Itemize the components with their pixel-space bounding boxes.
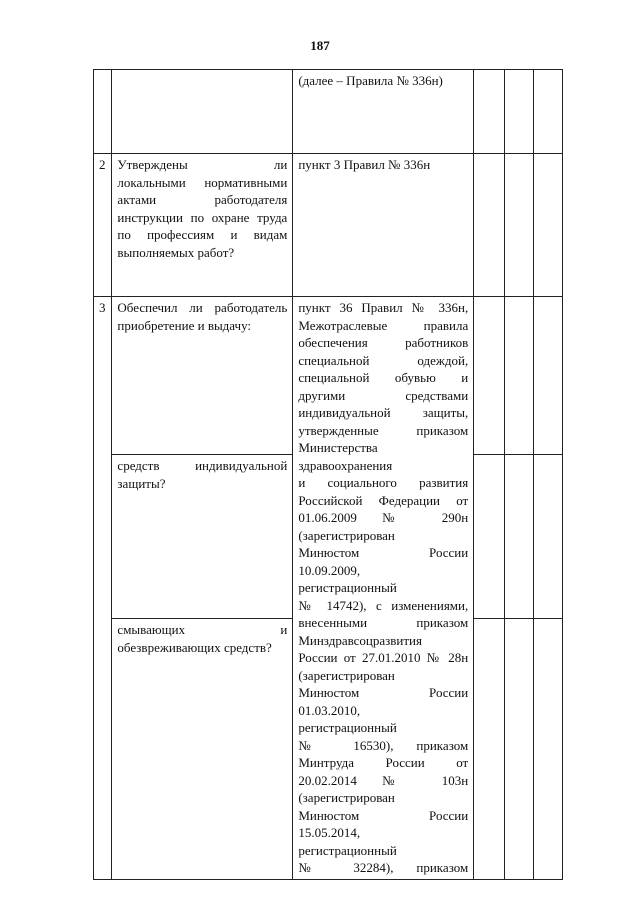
- answer-yes-cell: [474, 70, 505, 154]
- question-cell: [112, 455, 293, 619]
- reference-line: № 32284), приказом: [298, 860, 469, 875]
- reference-line: 15.05.2014,: [298, 825, 361, 840]
- answer-yes-cell: [474, 455, 505, 619]
- reference-line: Межотраслевые правила: [298, 317, 469, 333]
- reference-cell: (далее – Правила № 336н): [293, 70, 474, 154]
- answer-no-cell: [505, 70, 534, 154]
- reference-line: регистрационный: [298, 842, 397, 858]
- notes-cell: [534, 70, 563, 154]
- reference-line: индивидуальной защиты,: [298, 405, 469, 420]
- reference-line: Минтруда России от: [298, 755, 469, 770]
- reference-line: специальной одеждой,: [298, 352, 469, 368]
- answer-yes-cell: [474, 297, 505, 455]
- reference-line: Минюстом России: [298, 807, 469, 823]
- reference-line: 01.03.2010,: [298, 702, 361, 718]
- row-number-cell: 3: [94, 297, 112, 880]
- notes-cell: [534, 297, 563, 455]
- page-number: 187: [310, 38, 330, 53]
- table-row-3: [94, 297, 563, 455]
- reference-line: другими средствами: [298, 387, 469, 403]
- table-row-2: [94, 154, 563, 297]
- notes-cell: [534, 619, 563, 880]
- answer-yes-cell: [474, 619, 505, 880]
- reference-line: Минздравсоцразвития: [298, 632, 422, 648]
- answer-no-cell: [505, 154, 534, 297]
- question-line: Обеспечил ли работодатель: [117, 300, 288, 315]
- question-line: инструкции по охране труда: [117, 209, 288, 225]
- reference-line: регистрационный: [298, 720, 397, 735]
- answer-no-cell: [505, 619, 534, 880]
- reference-cell: [293, 297, 474, 880]
- answer-no-cell: [505, 455, 534, 619]
- question-line: выполняемых работ?: [117, 244, 235, 260]
- notes-cell: [534, 154, 563, 297]
- checklist-table: [93, 69, 563, 880]
- reference-line: (зарегистрирован: [298, 527, 395, 543]
- reference-line: № 16530), приказом: [298, 737, 469, 753]
- answer-yes-cell: [474, 154, 505, 297]
- reference-line: (зарегистрирован: [298, 667, 395, 683]
- row-number-cell: [94, 70, 112, 154]
- answer-no-cell: [505, 297, 534, 455]
- question-line: актами работодателя: [117, 192, 288, 207]
- question-cell: [112, 70, 293, 154]
- reference-line: Российской Федерации от: [298, 492, 469, 508]
- reference-line: № 14742), с изменениями,: [298, 597, 469, 613]
- reference-line: Министерства: [298, 440, 378, 455]
- question-line: Утверждены ли: [117, 157, 288, 172]
- question-line: смывающих и: [117, 622, 288, 637]
- reference-line: внесенными приказом: [298, 615, 469, 630]
- question-line: локальными нормативными: [117, 174, 288, 190]
- question-line: обезвреживающих средств?: [117, 639, 272, 655]
- reference-line: здравоохранения: [298, 457, 393, 473]
- question-cell: [112, 619, 293, 880]
- question-line: средств индивидуальной: [117, 458, 288, 473]
- reference-line: пункт 36 Правил № 336н,: [298, 300, 469, 315]
- reference-line: 10.09.2009,: [298, 562, 361, 578]
- question-cell: [112, 154, 293, 297]
- reference-line: регистрационный: [298, 580, 397, 595]
- reference-line: специальной обувью и: [298, 370, 469, 385]
- question-line: по профессиям и видам: [117, 227, 288, 242]
- reference-line: 01.06.2009 № 290н: [298, 510, 469, 525]
- question-line: защиты?: [117, 475, 166, 491]
- reference-line: 20.02.2014 № 103н: [298, 772, 469, 788]
- reference-cell: пункт 3 Правил № 336н: [293, 154, 474, 297]
- reference-line: обеспечения работников: [298, 335, 469, 350]
- reference-line: (зарегистрирован: [298, 790, 395, 805]
- reference-line: и социального развития: [298, 475, 469, 490]
- reference-line: Минюстом России: [298, 685, 469, 700]
- row-number-cell: 2: [94, 154, 112, 297]
- reference-line: Минюстом России: [298, 545, 469, 560]
- notes-cell: [534, 455, 563, 619]
- reference-line: России от 27.01.2010 № 28н: [298, 650, 469, 665]
- table-row-1: [94, 70, 563, 154]
- question-line: приобретение и выдачу:: [117, 317, 252, 333]
- reference-line: утвержденные приказом: [298, 422, 469, 438]
- question-cell: [112, 297, 293, 455]
